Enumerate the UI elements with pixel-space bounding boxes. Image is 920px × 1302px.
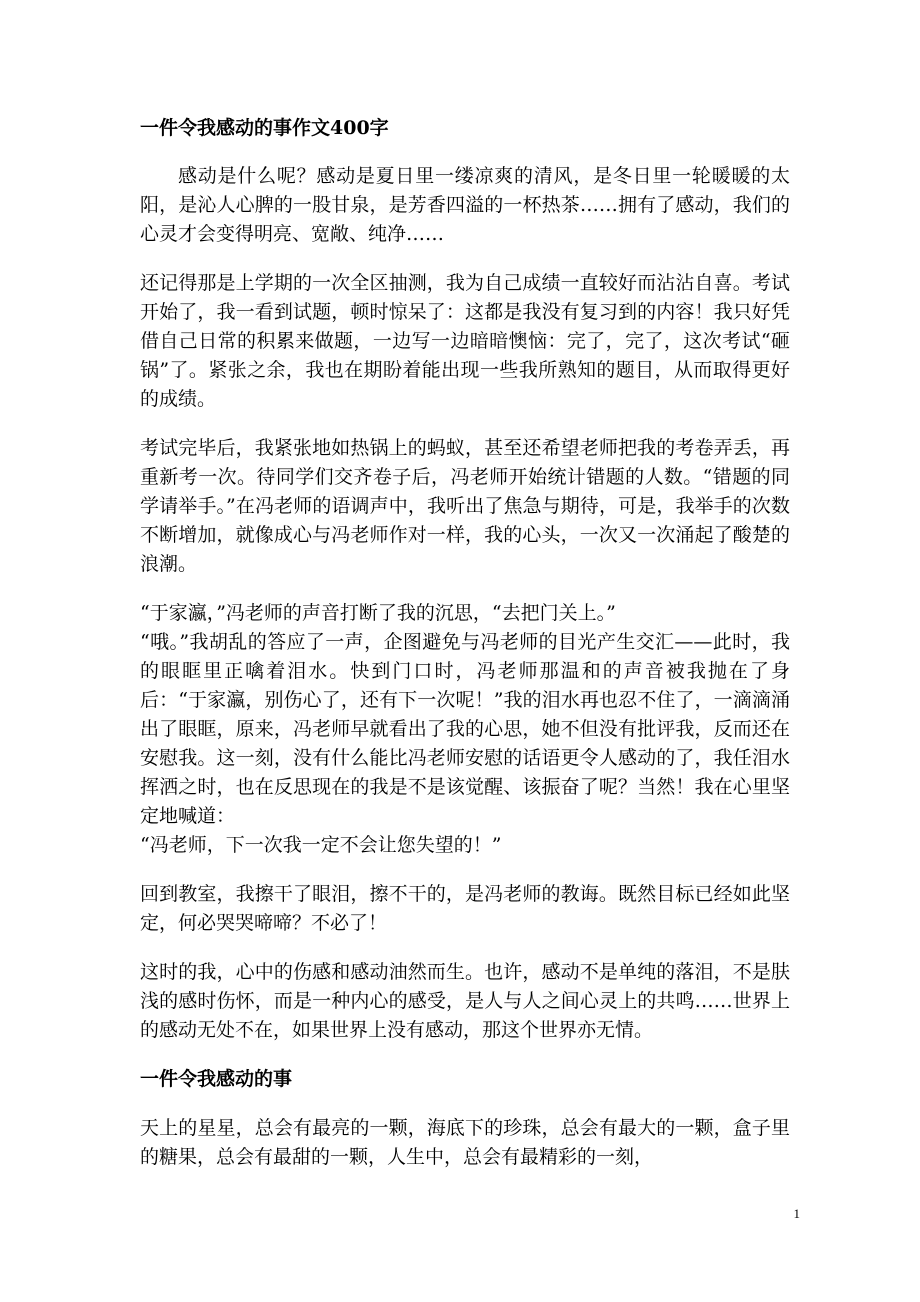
- document-body: [140, 110, 790, 1172]
- section-title: 一件令我感动的事: [140, 1068, 293, 1090]
- paragraph-exam: 还记得那是上学期的一次全区抽测，我为自己成绩一直较好而沾沾自喜。考试开始了，我一看到试题，顿时惊呆了：这都是我没有复习到的内容！我只好凭借自己日常的积累来做题，一边写一边暗暗懊恼：完了，完了，这次考试“砸锅”了。紧张之余，我也在期盼着能出现一些我所熟知的题目，从而取得更好的成绩。: [140, 272, 790, 410]
- paragraph-teacher-call: “于家瀛，”冯老师的声音打断了我的沉思，“去把门关上。”: [140, 602, 616, 624]
- paragraph-response: “哦。”我胡乱的答应了一声，企图避免与冯老师的目光产生交汇——此时，我的眼眶里正噙着泪水。快到门口时，冯老师那温和的声音被我抛在了身后：“于家瀛，别伤心了，还有下一次呢！”我的泪水再也忍不住了，一滴滴涌出了眼眶，原来，冯老师早就看出了我的心思，她不但没有批评我，反而还在安慰我。这一刻，没有什么能比冯老师安慰的话语更令人感动的了，我任泪水挥洒之时，也在反思现在的我是不是该觉醒、该振奋了呢？当然！我在心里坚定地喊道：: [140, 631, 790, 827]
- paragraph-intro: 感动是什么呢？感动是夏日里一缕凉爽的清风，是冬日里一轮暖暖的太阳，是沁人心脾的一股甘泉，是芳香四溢的一杯热茶……拥有了感动，我们的心灵才会变得明亮、宽敞、纯净……: [140, 165, 790, 245]
- paragraph-classroom: 回到教室，我擦干了眼泪，擦不干的，是冯老师的教诲。既然目标已经如此坚定，何必哭哭啼啼？不必了！: [140, 883, 790, 934]
- paragraph-stars: 天上的星星，总会有最亮的一颗，海底下的珍珠，总会有最大的一颗，盒子里的糖果，总会有最甜的一颗，人生中，总会有最精彩的一刻，: [140, 1117, 790, 1168]
- essay-title: 一件令我感动的事作文400字: [140, 117, 389, 139]
- paragraph-promise: “冯老师，下一次我一定不会让您失望的！”: [140, 834, 502, 856]
- paragraph-after-exam: 考试完毕后，我紧张地如热锅上的蚂蚁，甚至还希望老师把我的考卷弄丢，再重新考一次。待同学们交齐卷子后，冯老师开始统计错题的人数。“错题的同学请举手。”在冯老师的语调声中，我听出了焦急与期待，可是，我举手的次数不断增加，就像成心与冯老师作对一样，我的心头，一次又一次涌起了酸楚的浪潮。: [140, 437, 790, 575]
- paragraph-conclusion: 这时的我，心中的伤感和感动油然而生。也许，感动不是单纯的落泪，不是肤浅的感时伤怀，而是一种内心的感受，是人与人之间心灵上的共鸣……世界上的感动无处不在，如果世界上没有感动，那这个世界亦无情。: [140, 961, 790, 1041]
- page-number: 1: [793, 1206, 800, 1221]
